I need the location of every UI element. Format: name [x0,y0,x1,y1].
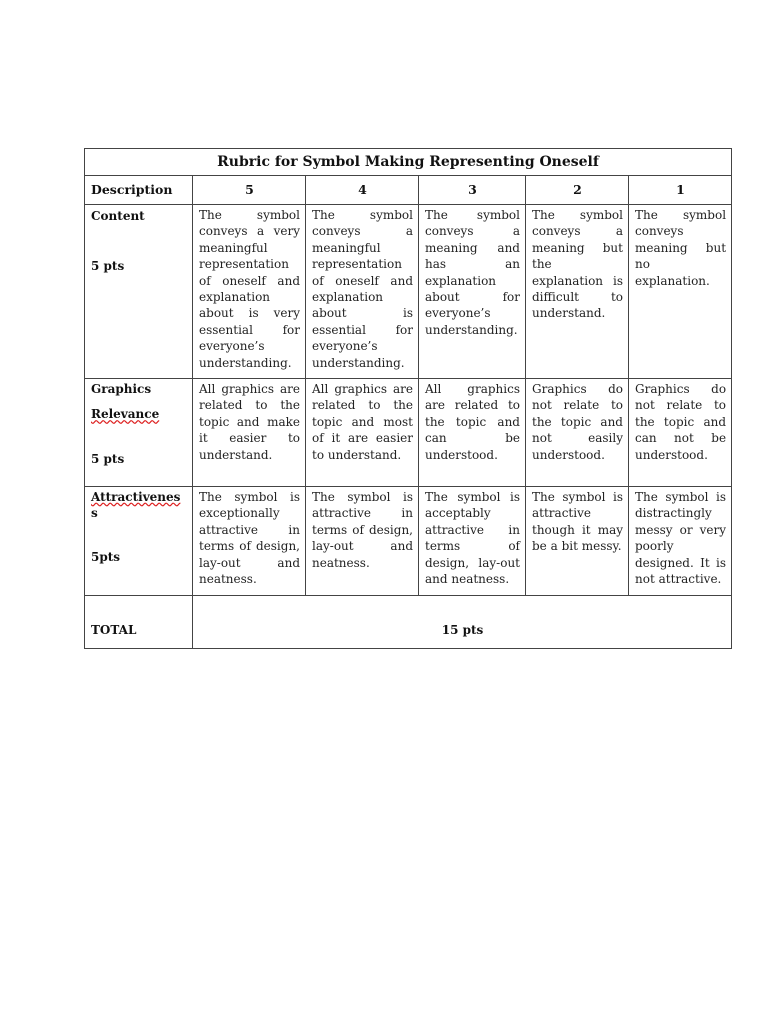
description-cell: The symbol is exceptionally attractive in terms of design, lay-out and neatness. [193,487,306,596]
table-row [85,487,732,596]
criterion-cell-attractiveness [85,487,193,596]
header-score-2: 2 [526,176,629,205]
rubric-table [84,148,732,649]
criterion-points: 5 pts [91,451,125,466]
total-value: 15 pts [193,596,732,649]
criterion-points: 5 pts [91,259,125,274]
criterion-points: 5pts [91,549,121,564]
rubric-title: Rubric for Symbol Making Representing Oneself [85,149,732,176]
description-cell: All graphics are related to the topic and make it easier to understand. [193,379,306,487]
total-label: TOTAL [85,596,193,649]
header-score-5: 5 [193,176,306,205]
description-cell: The symbol conveys a very meaningful representation of oneself and explanation about is very essential for everyone’s understanding. [193,205,306,379]
criterion-name: Attractivenes [91,490,181,504]
description-cell: All graphics are related to the topic and can be understood. [419,379,526,487]
header-score-4: 4 [306,176,419,205]
criterion-cell-graphics [85,379,193,487]
header-score-3: 3 [419,176,526,205]
criterion-name: Graphics [91,382,152,396]
header-score-1: 1 [629,176,732,205]
description-cell: The symbol is acceptably attractive in terms of design, lay-out and neatness. [419,487,526,596]
description-cell: All graphics are related to the topic and most of it are easier to understand. [306,379,419,487]
header-row [85,176,732,205]
table-row [85,205,732,379]
description-cell: The symbol conveys a meaningful representation of oneself and explanation about is essential for everyone’s understanding. [306,205,419,379]
criterion-name-line2: Relevance [91,407,160,422]
description-cell: Graphics do not relate to the topic and not easily understood. [526,379,629,487]
description-cell: The symbol is attractive in terms of design, lay-out and neatness. [306,487,419,596]
total-row [85,596,732,649]
table-row [85,379,732,487]
description-cell: The symbol conveys a meaning but the explanation is difficult to understand. [526,205,629,379]
description-cell: The symbol conveys meaning but no explanation. [629,205,732,379]
criterion-name: Content [91,209,145,223]
header-description: Description [85,176,193,205]
criterion-name-wrap: s [91,506,98,521]
description-cell: The symbol conveys a meaning and has an explanation about for everyone’s understanding. [419,205,526,379]
description-cell: The symbol is distractingly messy or very poorly designed. It is not attractive. [629,487,732,596]
criterion-cell-content [85,205,193,379]
description-cell: The symbol is attractive though it may be a bit messy. [526,487,629,596]
description-cell: Graphics do not relate to the topic and can not be understood. [629,379,732,487]
